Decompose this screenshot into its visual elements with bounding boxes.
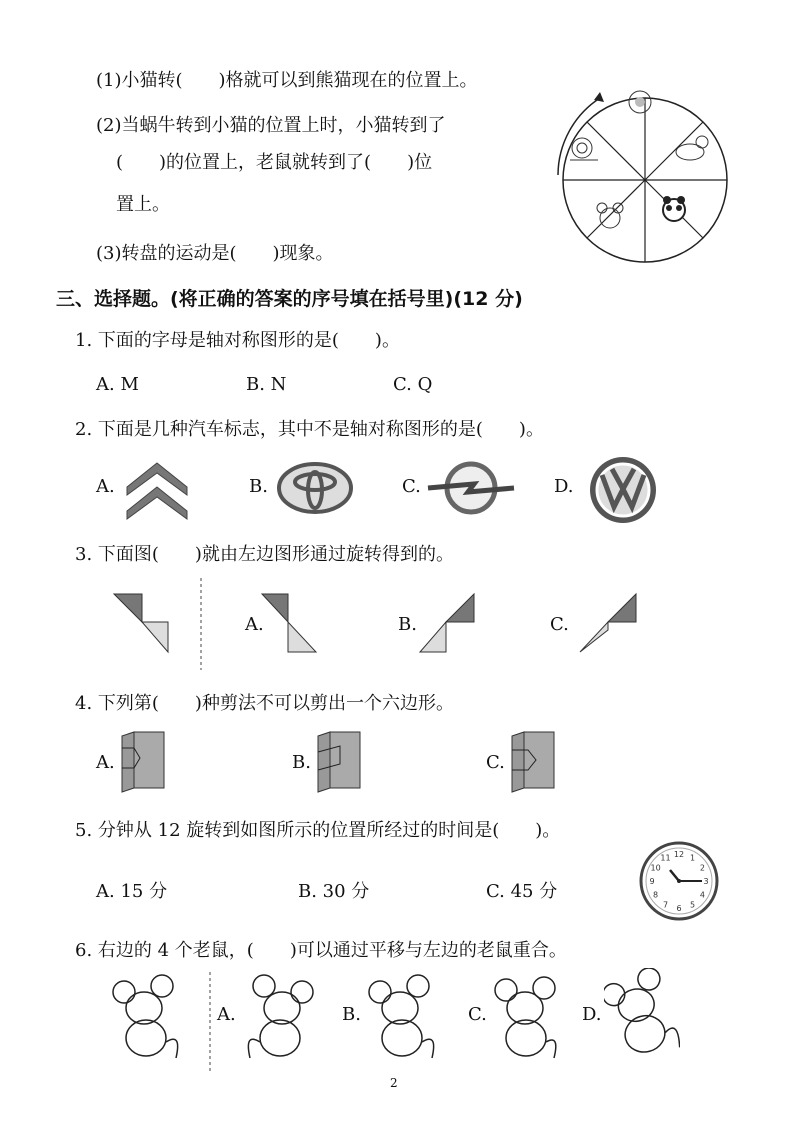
q5-option-b: B. 30 分 bbox=[298, 881, 370, 902]
mouse-a bbox=[240, 972, 316, 1062]
q4-folded-paper-a bbox=[120, 730, 168, 794]
clock-numeral: 5 bbox=[689, 900, 696, 910]
q5-option-c: C. 45 分 bbox=[486, 881, 558, 902]
q5-option-a: A. 15 分 bbox=[96, 881, 168, 902]
mouse-d bbox=[604, 968, 680, 1062]
animal-spinner-figure bbox=[540, 80, 740, 270]
clock-figure bbox=[638, 840, 720, 922]
part2-q2-line2: ( )的位置上，老鼠就转到了( )位 bbox=[116, 152, 433, 173]
divider-line bbox=[196, 578, 206, 670]
q6-option-b: B. bbox=[342, 1004, 361, 1025]
q1-stem: 1. 下面的字母是轴对称图形的是( )。 bbox=[75, 330, 400, 351]
part2-q2-line1: (2)当蜗牛转到小猫的位置上时，小猫转到了 bbox=[96, 115, 446, 136]
q1-option-a: A. M bbox=[96, 374, 139, 395]
q5-stem: 5. 分钟从 12 旋转到如图所示的位置所经过的时间是( )。 bbox=[75, 820, 561, 841]
q3-shape-c bbox=[578, 592, 640, 654]
part2-q1: (1)小猫转( )格就可以到熊猫现在的位置上。 bbox=[96, 70, 478, 91]
clock-numeral: 7 bbox=[662, 900, 669, 910]
panda-icon bbox=[663, 196, 685, 221]
q6-option-c: C. bbox=[468, 1004, 487, 1025]
clock-numeral: 9 bbox=[649, 877, 655, 886]
clock-numeral: 4 bbox=[699, 890, 705, 900]
mouse-original bbox=[110, 972, 186, 1062]
citroen-logo bbox=[122, 455, 192, 521]
q3-original-shape bbox=[112, 592, 170, 654]
q2-option-d: D. bbox=[554, 476, 574, 497]
q6-option-d: D. bbox=[582, 1004, 602, 1025]
part2-q3: (3)转盘的运动是( )现象。 bbox=[96, 243, 334, 264]
q3-shape-a bbox=[260, 592, 320, 654]
clock-numeral: 1 bbox=[689, 853, 696, 863]
mouse-b bbox=[366, 972, 442, 1062]
q2-option-b: B. bbox=[249, 476, 268, 497]
clock-numeral: 8 bbox=[653, 890, 659, 900]
clock-numeral: 10 bbox=[650, 863, 661, 873]
q3-option-a: A. bbox=[245, 614, 264, 635]
clock-numeral: 11 bbox=[660, 853, 671, 863]
q2-option-a: A. bbox=[96, 476, 115, 497]
lion-icon bbox=[629, 91, 651, 113]
volkswagen-logo bbox=[588, 455, 658, 525]
q1-option-b: B. N bbox=[246, 374, 287, 395]
snail-icon bbox=[570, 138, 598, 160]
q1-option-c: C. Q bbox=[393, 374, 433, 395]
q6-stem: 6. 右边的 4 个老鼠，( )可以通过平移与左边的老鼠重合。 bbox=[75, 940, 567, 961]
q4-stem: 4. 下列第( )种剪法不可以剪出一个六边形。 bbox=[75, 693, 454, 714]
q4-option-c: C. bbox=[486, 752, 505, 773]
q6-option-a: A. bbox=[217, 1004, 236, 1025]
section3-title: 三、选择题。(将正确的答案的序号填在括号里)(12 分) bbox=[56, 288, 523, 310]
clock-numeral: 6 bbox=[676, 904, 682, 913]
page-number: 2 bbox=[390, 1076, 398, 1090]
q2-stem: 2. 下面是几种汽车标志，其中不是轴对称图形的是( )。 bbox=[75, 419, 544, 440]
q4-folded-paper-b bbox=[316, 730, 364, 794]
q3-shape-b bbox=[418, 592, 478, 654]
clock-numeral: 12 bbox=[673, 850, 685, 859]
q3-stem: 3. 下面图( )就由左边图形通过旋转得到的。 bbox=[75, 544, 454, 565]
toyota-logo bbox=[275, 460, 355, 516]
q3-option-b: B. bbox=[398, 614, 417, 635]
q3-option-c: C. bbox=[550, 614, 569, 635]
cat-icon bbox=[676, 136, 708, 160]
q4-option-b: B. bbox=[292, 752, 311, 773]
clock-numeral: 3 bbox=[703, 877, 709, 886]
divider-line-2 bbox=[205, 972, 215, 1072]
opel-logo bbox=[426, 460, 516, 516]
q4-option-a: A. bbox=[96, 752, 115, 773]
part2-q2-line3: 置上。 bbox=[116, 194, 170, 215]
mouse-c bbox=[490, 972, 566, 1062]
q2-option-c: C. bbox=[402, 476, 421, 497]
q4-folded-paper-c bbox=[510, 730, 558, 794]
clock-numeral: 2 bbox=[699, 863, 705, 873]
